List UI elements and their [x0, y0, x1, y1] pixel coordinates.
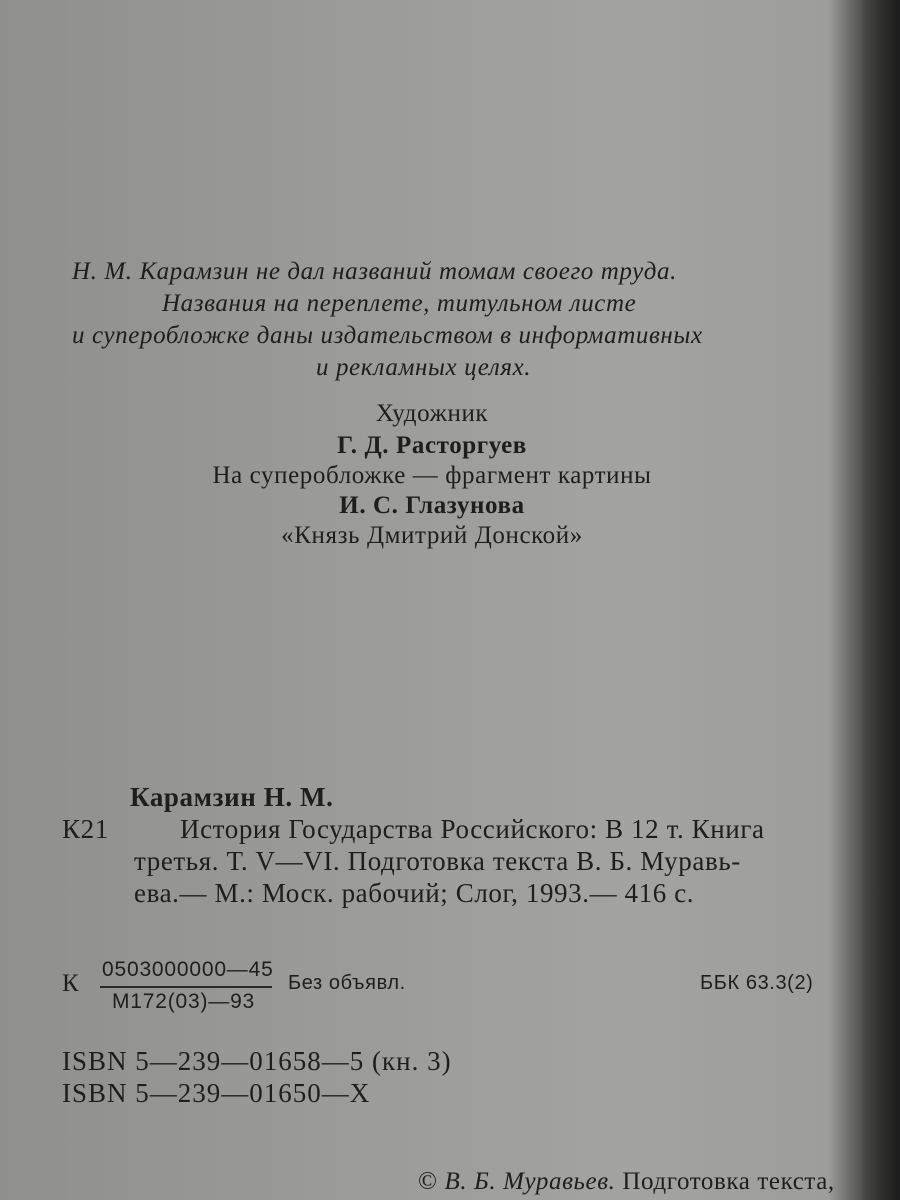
note-line-1: Н. М. Карамзин не дал названий томам своего труда. [72, 258, 677, 285]
classification-letter: К [62, 970, 80, 997]
record-index: К21 [62, 814, 109, 844]
artist-name: Г. Д. Расторгуев [337, 432, 527, 459]
note-line-4: и рекламных целях. [316, 354, 532, 381]
record-line-2: третья. Т. V—VI. Подготовка текста В. Б. Муравь- [134, 846, 741, 876]
cover-label: На суперобложке — фрагмент картины [212, 462, 652, 489]
classification-denominator: М172(03)—93 [112, 990, 256, 1013]
artist-label: Художник [375, 400, 489, 427]
page-edge-shadow [860, 0, 900, 1200]
sale-note: Без объявл. [288, 972, 406, 994]
note-line-3: и суперобложке даны издательством в информативных [72, 322, 703, 349]
copyright-line [418, 1168, 835, 1196]
note-line-2: Названия на переплете, титульном листе [162, 290, 637, 317]
fraction-bar [100, 986, 272, 988]
bbk-code: ББК 63.3(2) [700, 972, 814, 994]
copyright-name: В. Б. Муравьев. [444, 1168, 616, 1195]
record-line-1: История Государства Российского: В 12 т. Книга [180, 814, 765, 844]
record-line-3: ева.— М.: Моск. рабочий; Слог, 1993.— 416 с. [134, 878, 695, 908]
copyright-symbol: © [418, 1168, 438, 1195]
painter-name: И. С. Глазунова [339, 492, 525, 519]
painting-title: «Князь Дмитрий Донской» [281, 522, 583, 549]
copyright-text: Подготовка текста, [622, 1168, 835, 1195]
classification-numerator: 0503000000—45 [102, 958, 274, 981]
isbn-line-2: ISBN 5—239—01650—X [62, 1078, 371, 1108]
record-author: Карамзин Н. М. [130, 782, 334, 812]
isbn-line-1: ISBN 5—239—01658—5 (кн. 3) [62, 1046, 452, 1076]
